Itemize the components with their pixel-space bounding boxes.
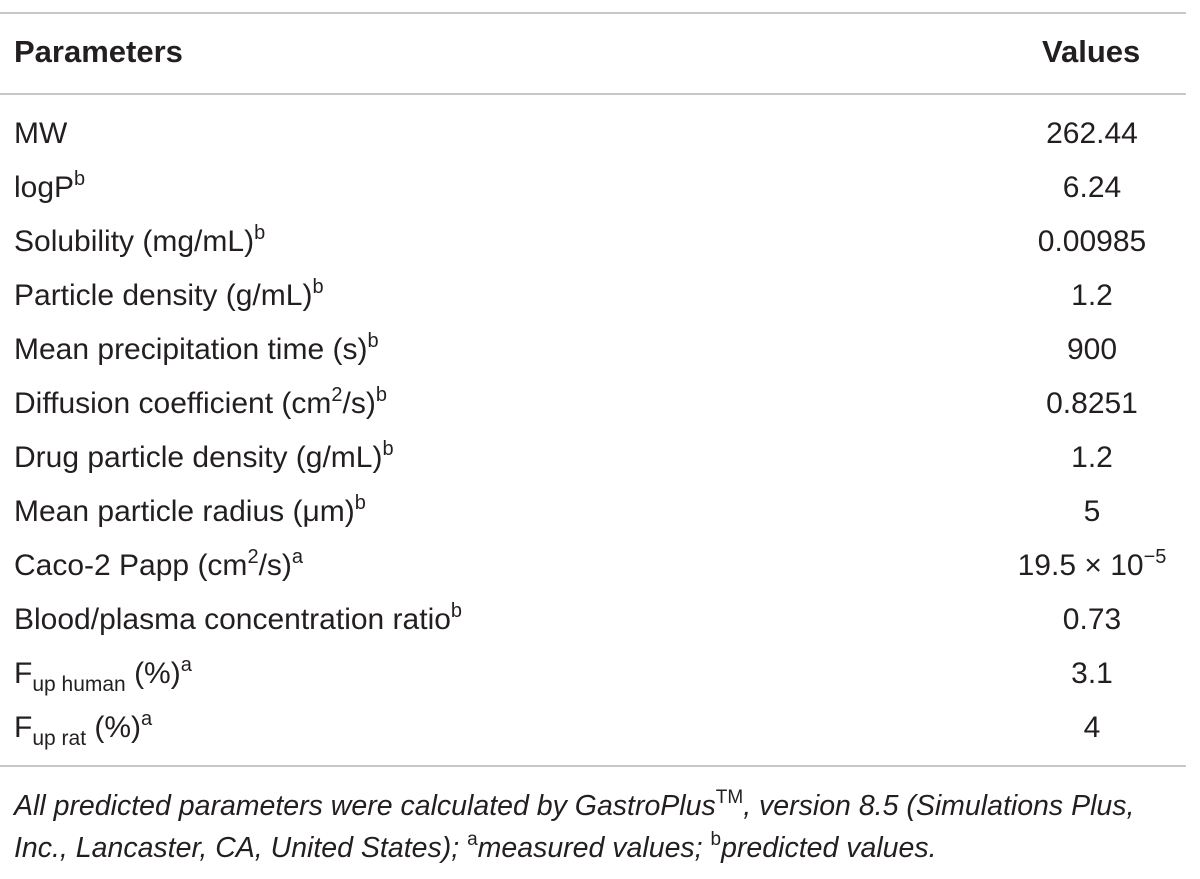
param-value: 262.44: [1046, 117, 1138, 150]
header-parameters: Parameters: [14, 34, 183, 69]
param-value: 4: [1083, 711, 1101, 744]
param-name: Caco-2 Papp $(cm^2/s)^a$: [14, 546, 304, 582]
param-name: Solubility $(mg/mL)^b$: [14, 222, 266, 258]
param-value: 1.2: [1071, 279, 1113, 312]
param-name: logP$^b$: [14, 168, 86, 204]
table-bottom-rule: [0, 765, 1186, 767]
table-footnote: All predicted parameters were calculated by GastroPlus™, version 8.5 (Simulations Plus, Inc., Lancaster, CA, United States); $^a$measured values; $^b$predicted values.: [14, 787, 1135, 864]
table-row: [0, 647, 1186, 701]
param-value: 5: [1083, 495, 1101, 528]
table-row: [0, 485, 1186, 539]
param-value: 0.73: [1062, 603, 1122, 636]
table-row: [0, 215, 1186, 269]
table-top-rule: [0, 12, 1186, 14]
table-row: [0, 539, 1186, 593]
table-row: [0, 161, 1186, 215]
header-rule: [0, 93, 1186, 95]
param-name: Diffusion coefficient $(cm^2/s)^b$: [14, 384, 387, 420]
header-values: Values: [1042, 34, 1141, 69]
param-name: Mean precipitation time $(s)^b$: [14, 330, 379, 366]
param-value: 6.24: [1062, 171, 1122, 204]
param-name: Particle density $(g/mL)^b$: [14, 276, 324, 312]
table-row: [0, 593, 1186, 647]
param-value: 0.00985: [1037, 225, 1147, 258]
param-name: $F_{up human}$ (%)$^a$: [14, 654, 192, 696]
table-row: [0, 323, 1186, 377]
table-row: [0, 701, 1186, 755]
table-row: [0, 377, 1186, 431]
param-value: 3.1: [1071, 657, 1113, 690]
param-name: $F_{up rat}$ (%)$^a$: [14, 708, 153, 750]
param-value: 0.8251: [1046, 387, 1138, 420]
table-row: [0, 269, 1186, 323]
param-name: Mean particle radius $(\mu m)^b$: [14, 492, 366, 528]
param-name: MW: [14, 117, 68, 150]
param-value: 1.2: [1071, 441, 1113, 474]
param-name: Blood/plasma concentration ratio$^b$: [14, 600, 463, 636]
table-row: [0, 107, 1186, 161]
param-value: 900: [1066, 333, 1118, 366]
param-name: Drug particle density $(g/mL)^b$: [14, 438, 394, 474]
param-value: $19.5 \times 10^{-5}$: [1017, 546, 1167, 582]
table-row: [0, 431, 1186, 485]
